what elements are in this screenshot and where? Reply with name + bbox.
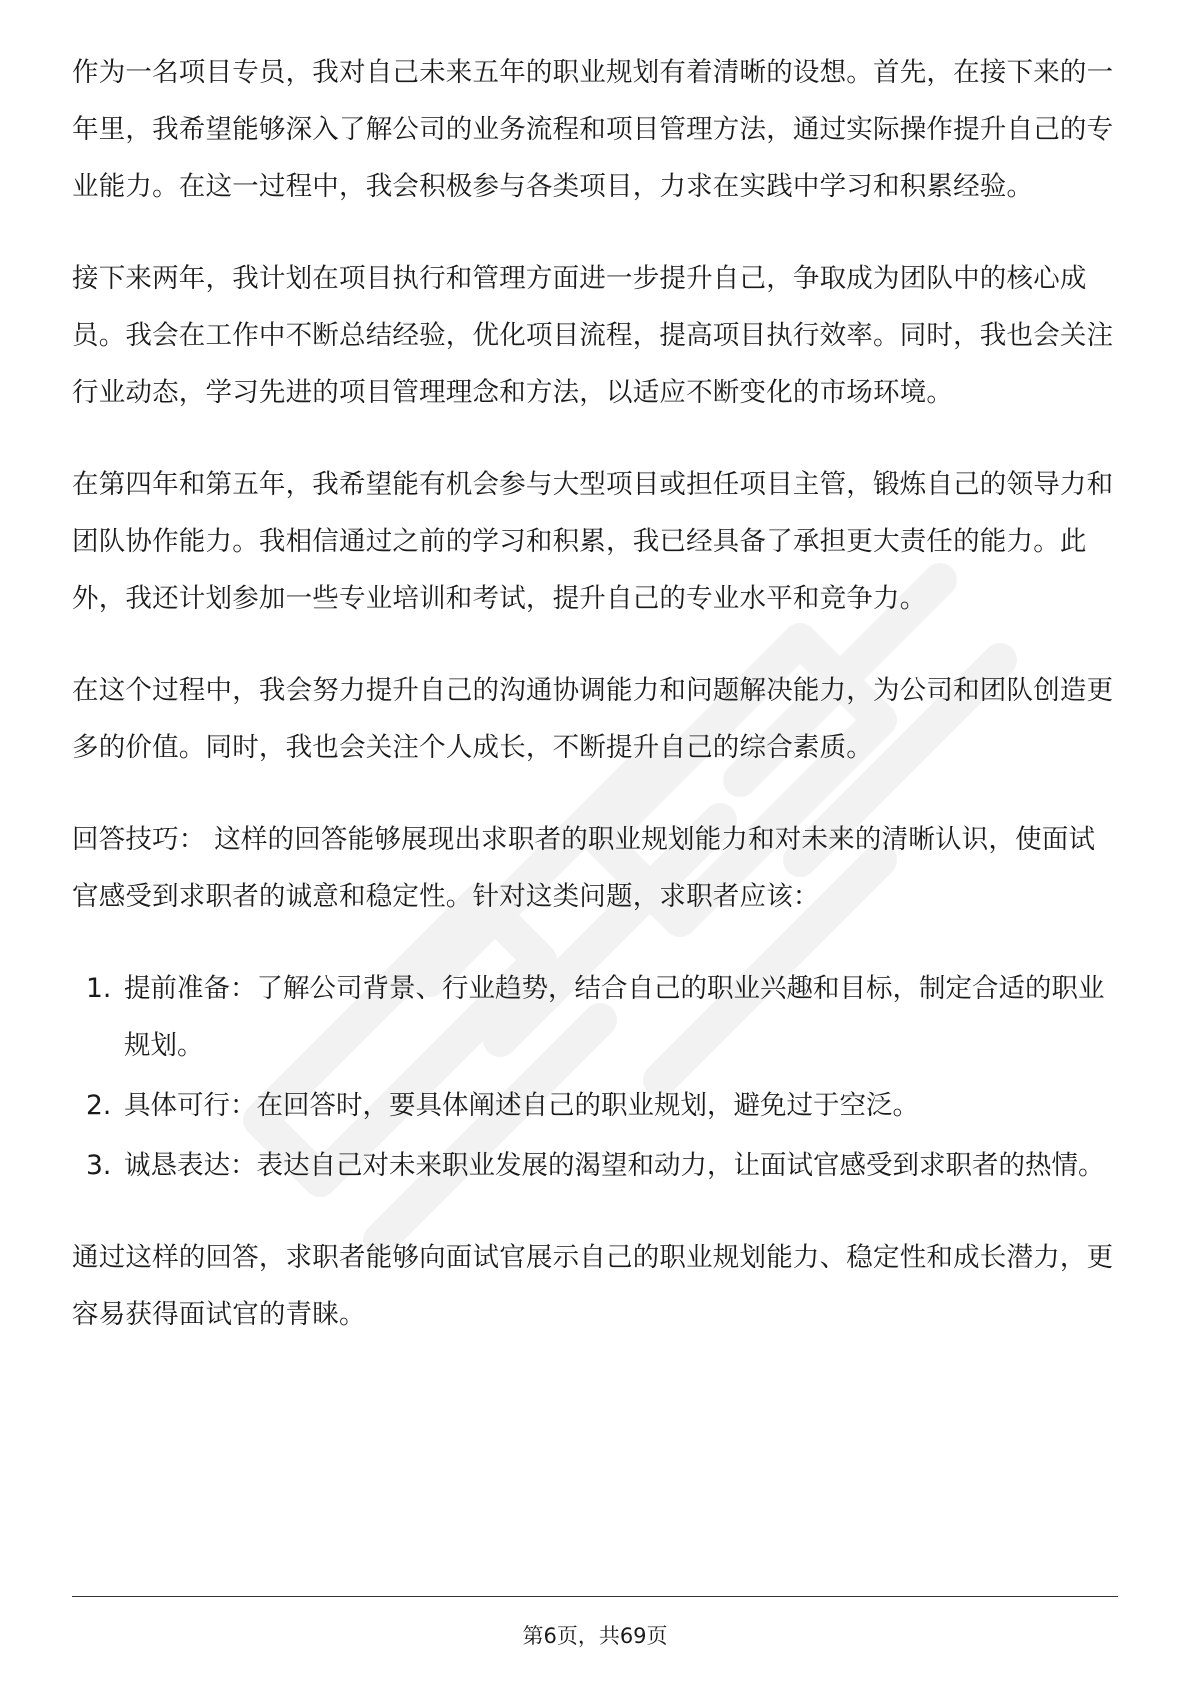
page-number: 第6页，共69页 <box>522 1624 668 1648</box>
list-item-text: 诚恳表达：表达自己对未来职业发展的渴望和动力，让面试官感受到求职者的热情。 <box>124 1150 1105 1181</box>
paragraph-years-four-five: 在第四年和第五年，我希望能有机会参与大型项目或担任项目主管，锻炼自己的领导力和团队协作能力。我相信通过之前的学习和积累，我已经具备了承担更大责任的能力。此外，我还计划参加一些专业培训和考试，提升自己的专业水平和竞争力。 <box>72 469 1114 614</box>
list-item <box>72 1137 1118 1194</box>
document-body <box>72 44 1118 1378</box>
list-item <box>72 960 1118 1074</box>
list-item <box>72 1077 1118 1134</box>
tips-list <box>72 960 1118 1194</box>
paragraph-growth: 在这个过程中，我会努力提升自己的沟通协调能力和问题解决能力，为公司和团队创造更多的价值。同时，我也会关注个人成长，不断提升自己的综合素质。 <box>72 675 1114 763</box>
list-item-text: 具体可行：在回答时，要具体阐述自己的职业规划，避免过于空泛。 <box>124 1090 919 1121</box>
paragraph-years-two-three: 接下来两年，我计划在项目执行和管理方面进一步提升自己，争取成为团队中的核心成员。我会在工作中不断总结经验，优化项目流程，提高项目执行效率。同时，我也会关注行业动态，学习先进的项目管理理念和方法，以适应不断变化的市场环境。 <box>72 263 1114 408</box>
list-item-text: 提前准备：了解公司背景、行业趋势，结合自己的职业兴趣和目标，制定合适的职业规划。 <box>124 973 1105 1061</box>
footer-divider <box>72 1596 1118 1597</box>
paragraph-conclusion: 通过这样的回答，求职者能够向面试官展示自己的职业规划能力、稳定性和成长潜力，更容易获得面试官的青睐。 <box>72 1242 1114 1330</box>
list-item-number: 2. <box>86 1090 112 1121</box>
list-item-number: 1. <box>86 973 112 1004</box>
paragraph-answer-tips: 回答技巧： 这样的回答能够展现出求职者的职业规划能力和对未来的清晰认识，使面试官感受到求职者的诚意和稳定性。针对这类问题，求职者应该： <box>72 824 1096 912</box>
list-item-number: 3. <box>86 1150 112 1181</box>
paragraph-year-one: 作为一名项目专员，我对自己未来五年的职业规划有着清晰的设想。首先，在接下来的一年里，我希望能够深入了解公司的业务流程和项目管理方法，通过实际操作提升自己的专业能力。在这一过程中，我会积极参与各类项目，力求在实践中学习和积累经验。 <box>72 57 1114 202</box>
